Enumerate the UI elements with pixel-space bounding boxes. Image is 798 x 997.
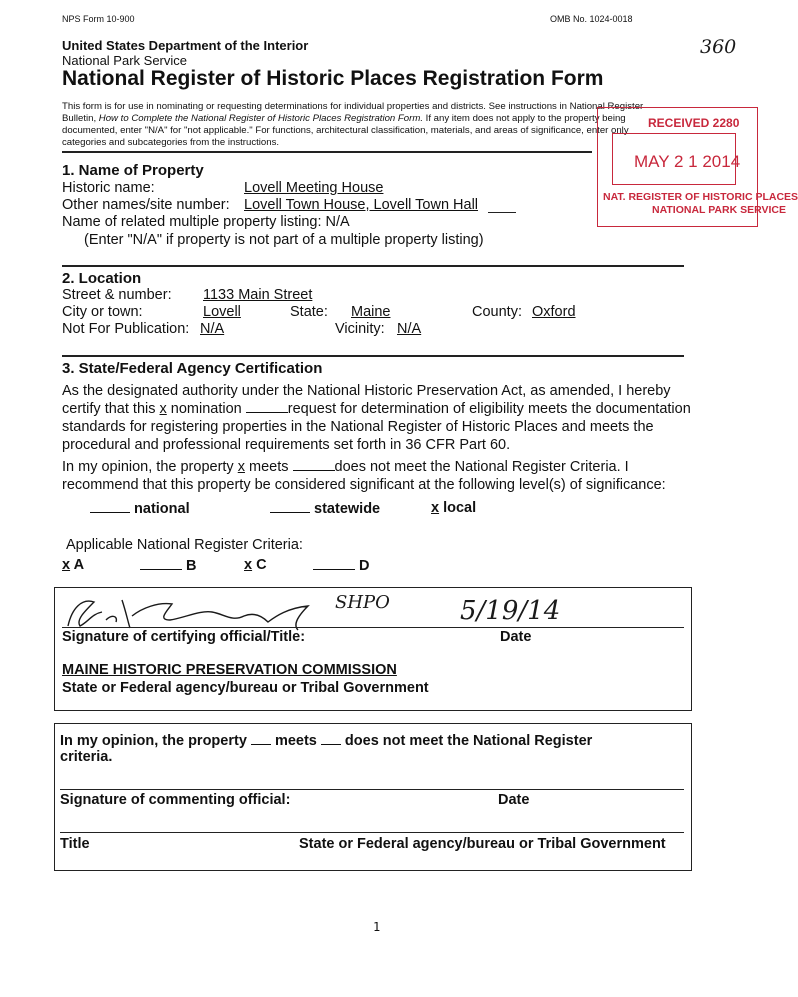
opinion-paragraph: In my opinion, the property x meets does not meet the National Register Criteria. I recommend that this property be considered significant at the following level(s) of significance:	[62, 459, 666, 493]
street-value: 1133 Main Street	[203, 287, 313, 303]
instructions-line-3: documented, enter "N/A" for "not applicable." For functions, architectural classification, materials, and areas of significance, enter only	[62, 125, 629, 136]
criteria-a-mark: x	[62, 557, 71, 573]
historic-name-label: Historic name:	[62, 180, 155, 196]
city-label: City or town:	[62, 304, 143, 320]
certify-signature-line	[62, 627, 684, 628]
bulletin-title: How to Complete the National Register of Historic Places Registration Form.	[98, 113, 423, 124]
comment-date-label: Date	[498, 792, 530, 808]
section-1-heading: 1. Name of Property	[62, 162, 204, 179]
comment-meets-blank	[251, 732, 271, 745]
stamp-register-line: NAT. REGISTER OF HISTORIC PLACES	[603, 191, 798, 203]
page-annotation: 360	[700, 36, 737, 58]
other-names-label: Other names/site number:	[62, 197, 230, 213]
certification-paragraph: As the designated authority under the National Historic Preservation Act, as amended, I hereby certify that this x nomination request for determination of eligibility meets the documentation standards for registering properties in the National Register of Historic Places and meets the procedural and professional requirements set forth in 36 CFR Part 60.	[62, 383, 691, 453]
county-label: County:	[472, 304, 522, 320]
multiple-listing-value: N/A	[325, 214, 350, 230]
level-local: x local	[431, 500, 477, 516]
comment-opinion-line: In my opinion, the property meets does not meet the National Register	[60, 733, 593, 749]
meets-mark: x	[237, 459, 245, 475]
page-number: 1	[373, 920, 381, 934]
criteria-c: x C	[244, 557, 267, 573]
section-2-heading: 2. Location	[62, 270, 142, 287]
criteria-label: Applicable National Register Criteria:	[66, 537, 303, 553]
vicinity-value: N/A	[397, 321, 422, 337]
instructions-line-2: Bulletin, How to Complete the National Register of Historic Places Registration Form. If any item does not apply to the property being	[62, 113, 626, 124]
other-names-value: Lovell Town House, Lovell Town Hall	[244, 197, 479, 213]
omb-number: OMB No. 1024-0018	[550, 14, 633, 24]
level-statewide: statewide	[270, 500, 380, 517]
nfp-label: Not For Publication:	[62, 321, 190, 337]
level-national: national	[90, 500, 190, 517]
street-label: Street & number:	[62, 287, 172, 303]
city-value: Lovell	[203, 304, 241, 320]
instructions-line-1: This form is for use in nominating or requesting determinations for individual properties and districts. See instructions in National Register	[62, 101, 644, 112]
criteria-b: B	[140, 557, 197, 574]
instructions-line-4: categories and subcategories from the instructions.	[62, 137, 280, 148]
divider-section-3	[62, 355, 684, 357]
nfp-value: N/A	[200, 321, 225, 337]
comment-title-line	[60, 832, 684, 833]
comment-not-meet-blank	[321, 732, 341, 745]
criteria-d-blank	[313, 557, 355, 570]
state-value: Maine	[351, 304, 391, 320]
comment-criteria-word: criteria.	[60, 749, 113, 765]
comment-signature-line	[60, 789, 684, 790]
comment-signature-label: Signature of commenting official:	[60, 792, 291, 808]
criteria-c-mark: x	[244, 557, 253, 573]
criteria-b-blank	[140, 557, 182, 570]
vicinity-label: Vicinity:	[335, 321, 385, 337]
section-3-heading: 3. State/Federal Agency Certification	[62, 360, 323, 377]
request-blank	[246, 400, 288, 413]
does-not-meet-blank	[293, 458, 335, 471]
form-title: National Register of Historic Places Registration Form	[62, 67, 604, 90]
service-name: National Park Service	[62, 53, 187, 68]
divider-top	[62, 151, 592, 153]
county-value: Oxford	[532, 304, 576, 320]
local-mark: x	[431, 500, 440, 516]
nomination-mark: x	[159, 401, 167, 417]
certify-signature-label: Signature of certifying official/Title:	[62, 629, 306, 645]
multiple-listing-note: (Enter "N/A" if property is not part of a multiple property listing)	[84, 232, 484, 248]
form-number: NPS Form 10-900	[62, 14, 135, 24]
comment-agency-label: State or Federal agency/bureau or Tribal Government	[299, 836, 666, 852]
divider-section-2	[62, 265, 684, 267]
national-blank	[90, 500, 130, 513]
department-name: United States Department of the Interior	[62, 38, 309, 53]
stamp-date: MAY 2 1 2014	[634, 152, 741, 171]
handwritten-title: SHPO	[335, 592, 390, 613]
stamp-received-code: RECEIVED 2280	[648, 116, 740, 130]
historic-name-value: Lovell Meeting House	[244, 180, 384, 196]
certify-date-label: Date	[500, 629, 532, 645]
state-label: State:	[290, 304, 328, 320]
multiple-listing-field: Name of related multiple property listing: N/A	[62, 214, 350, 230]
handwritten-date: 5/19/14	[460, 596, 561, 626]
criteria-d: D	[313, 557, 370, 574]
certify-agency-label: State or Federal agency/bureau or Tribal Government	[62, 680, 429, 696]
comment-title-label: Title	[60, 836, 90, 852]
statewide-blank	[270, 500, 310, 513]
agency-name: MAINE HISTORIC PRESERVATION COMMISSION	[62, 662, 397, 678]
criteria-a: x A	[62, 557, 85, 573]
other-names-blank	[488, 212, 516, 213]
stamp-service-line: NATIONAL PARK SERVICE	[652, 204, 786, 216]
